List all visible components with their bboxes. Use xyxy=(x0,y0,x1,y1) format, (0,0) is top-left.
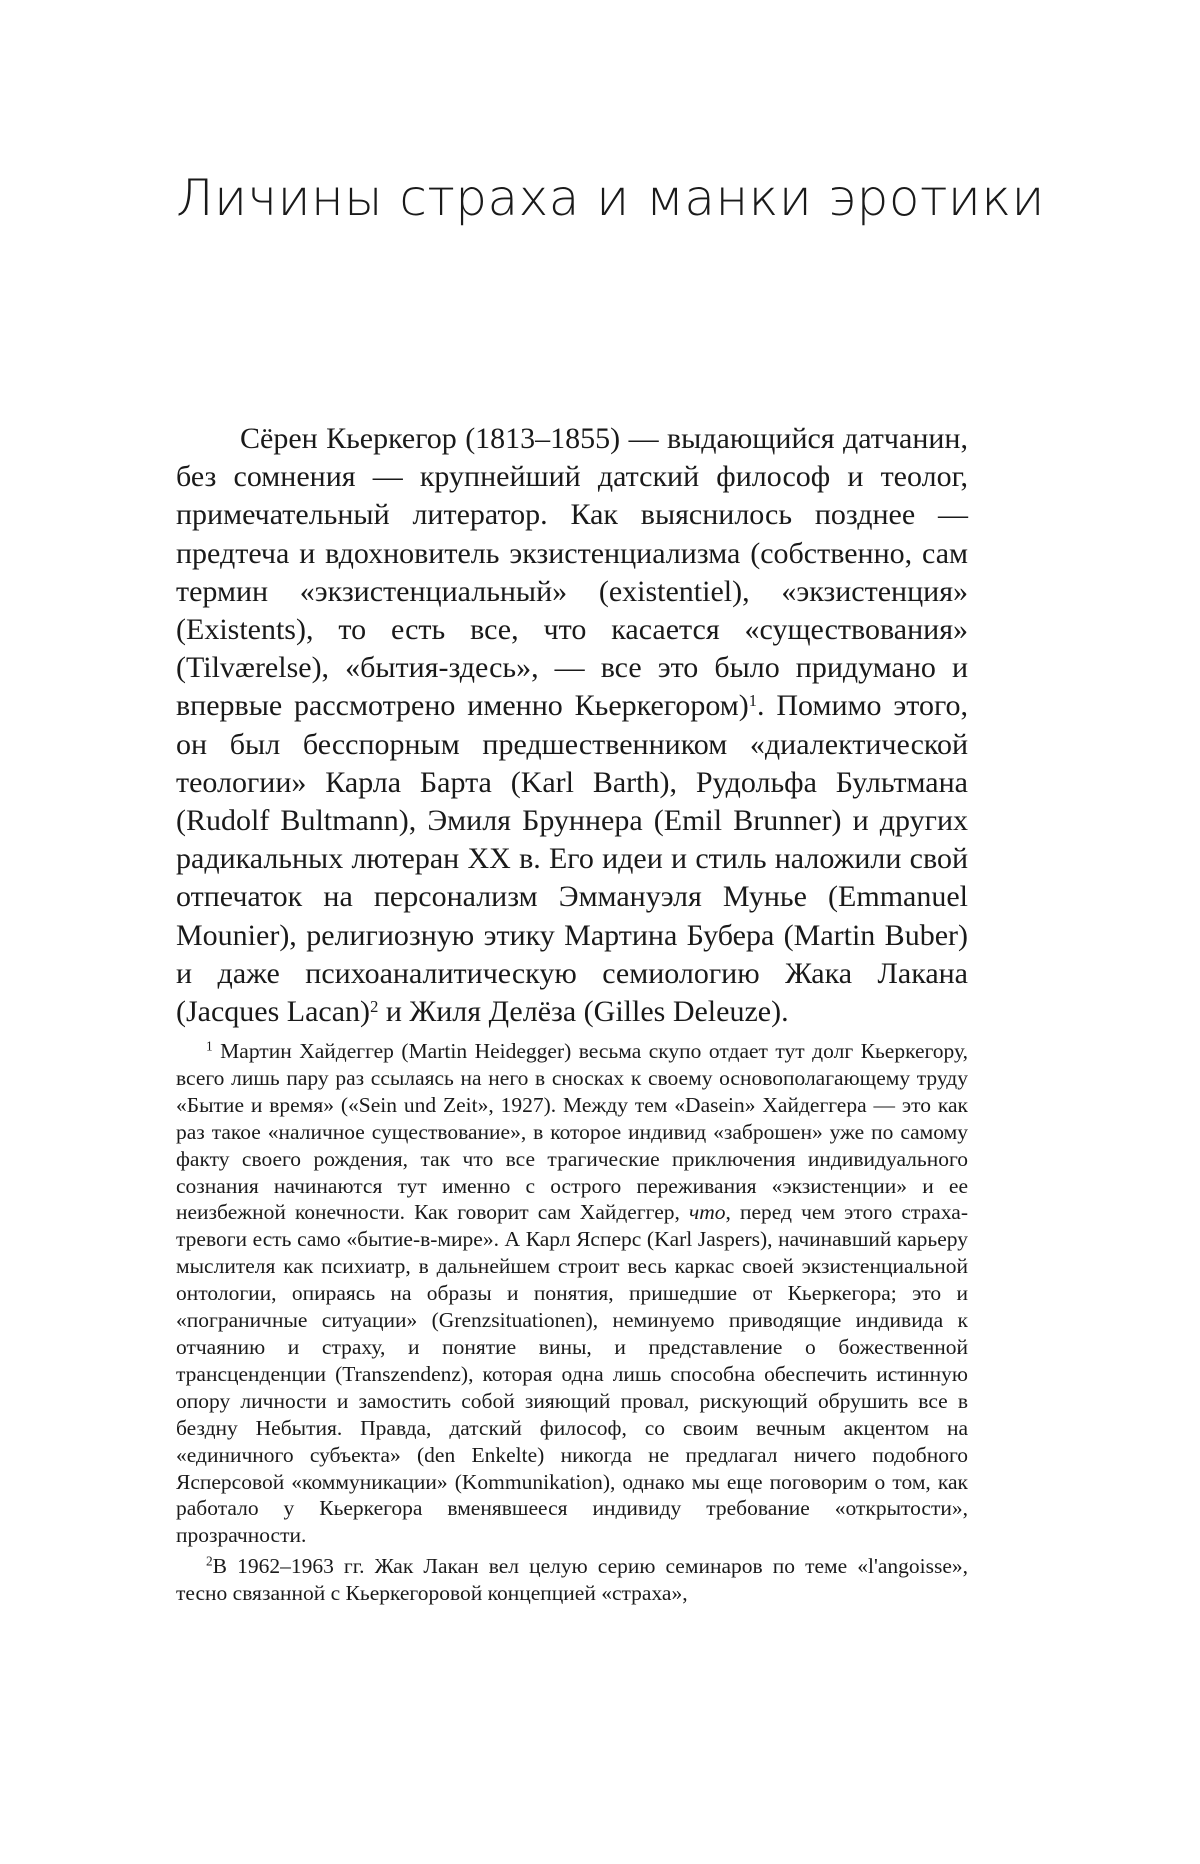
footnote-1-marker: 1 xyxy=(206,1038,213,1054)
footnote-1-text-a: Мартин Хайдеггер (Martin Heidegger) весьма скупо отдает тут долг Кьеркегору, всего лишь пару раз ссылаясь на него в сносках к своему основополагающему труду «Бытие и время» («Sein und Zeit», 1927). Между тем «Dasein» Хайдеггера — это как раз такое «наличное существование», в которое индивид «заброшен» уже по самому факту своего рождения, так что все трагические приключения индивидуального сознания начинаются тут именно с острого переживания «экзистенции» и ее неизбежной конечности. Как говорит сам Хайдеггер, xyxy=(176,1039,968,1225)
footnotes-section xyxy=(176,1038,968,1607)
chapter-title: Личины страха и манки эротики xyxy=(176,169,1045,227)
footnote-2-marker: 2 xyxy=(206,1553,213,1569)
main-text-part-3: и Жиля Делёза (Gilles Deleuze). xyxy=(378,995,789,1029)
footnote-1 xyxy=(176,1038,968,1549)
footnote-ref-2: 2 xyxy=(370,996,379,1016)
main-text-part-2: . Помимо этого, он был бесспорным предшественником «диалектической теологии» Карла Барта (Karl Barth), Рудольфа Бультмана (Rudolf Bultmann), Эмиля Бруннера (Emil Brunner) и других радикальных лютеран XX в. Его идеи и стиль наложили свой отпечаток на персонализм Эммануэля Мунье (Emmanuel Mounier), религиозную этику Мартина Бубера (Martin Buber) и даже психоаналитическую семиологию Жака Лакана (Jacques Lacan) xyxy=(176,689,969,1029)
book-page xyxy=(176,0,1045,1864)
footnote-1-emphasis: что xyxy=(688,1200,726,1225)
footnote-ref-1: 1 xyxy=(748,691,757,711)
main-paragraph xyxy=(176,420,968,1031)
footnote-1-text-b: , перед чем этого страха-тревоги есть само «бытие-в-мире». А Карл Ясперс (Karl Jaspers), начинавший карьеру мыслителя как психиатр, в дальнейшем строит весь каркас своей экзистенциальной онтологии, опираясь на образы и понятия, пришедшие от Кьеркегора; это и «пограничные ситуации» (Grenzsituationen), неминуемо приводящие индивида к отчаянию и страху, и понятие вины, и представление о божественной трансценденции (Transzendenz), которая одна лишь способна обеспечить истинную опору личности и замостить собой зияющий провал, рискующий обрушить все в бездну Небытия. Правда, датский философ, со своим вечным акцентом на «единичного субъекта» (den Enkelte) никогда не предлагал ничего подобного Ясперсовой «коммуникации» (Kommunikation), однако мы еще поговорим о том, как работало у Кьеркегора вменявшееся индивиду требование «открытости», прозрачности. xyxy=(176,1200,968,1548)
footnote-2 xyxy=(176,1553,968,1607)
main-text-part-1: Сёрен Кьеркегор (1813–1855) — выдающийся датчанин, без сомнения — крупнейший датский философ и теолог, примечательный литератор. Как выяснилось позднее — предтеча и вдохновитель экзистенциализма (собственно, сам термин «экзистенциальный» (existentiel), «экзистенция» (Existents), то есть все, что касается «существования» (Tilværelse), «бытия-здесь», — все это было придумано и впервые рассмотрено именно Кьеркегором) xyxy=(176,422,968,723)
footnote-2-text: В 1962–1963 гг. Жак Лакан вел целую серию семинаров по теме «l'angoisse», тесно связанной с Кьеркегоровой концепцией «страха», xyxy=(176,1554,968,1606)
